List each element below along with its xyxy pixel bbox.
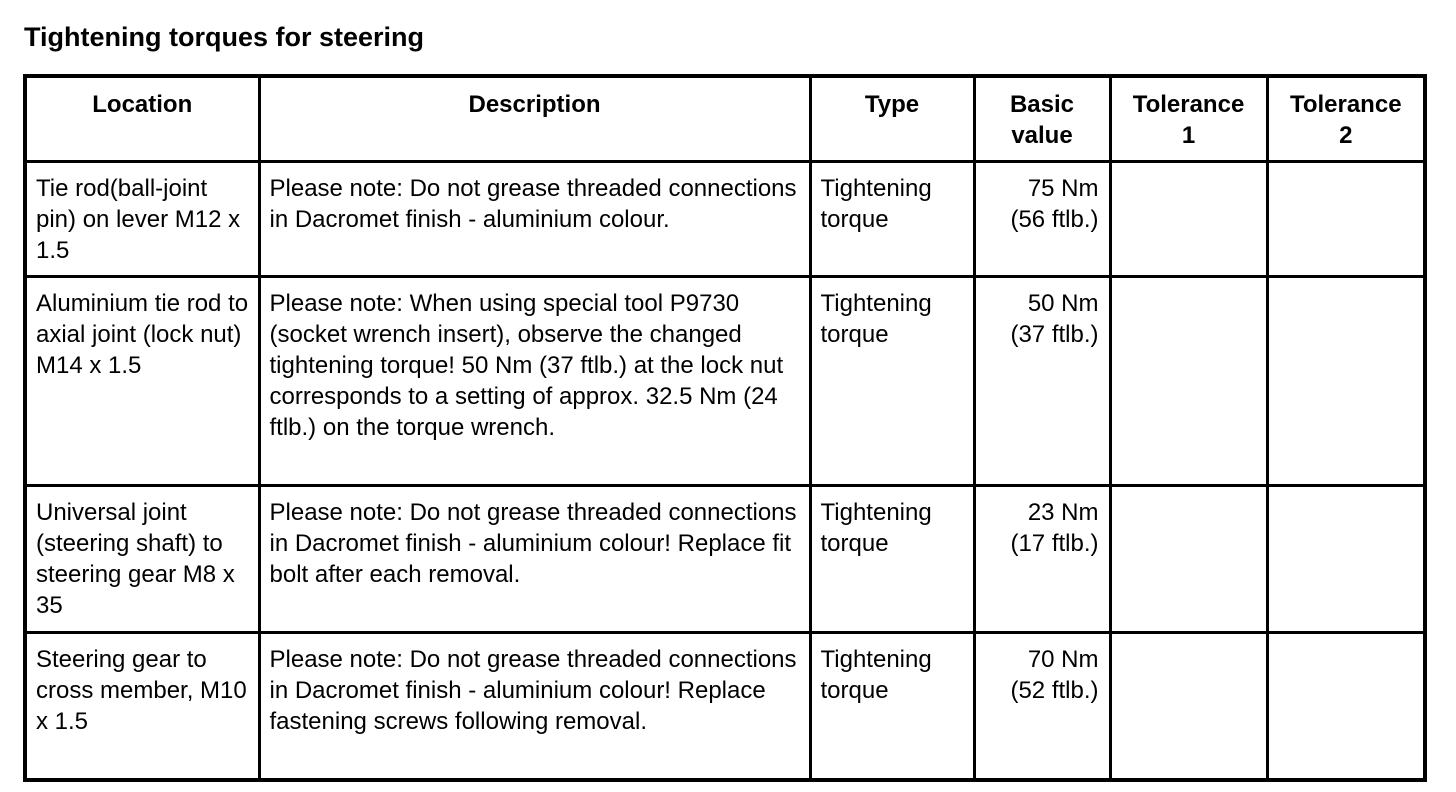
cell-type: Tightening torque xyxy=(810,486,974,633)
table-row xyxy=(25,162,1425,277)
cell-type: Tightening torque xyxy=(810,633,974,781)
table-header-row xyxy=(25,76,1425,162)
header-tolerance-2-line2: 2 xyxy=(1339,122,1353,149)
header-basic-value-line1: Basic xyxy=(1009,91,1075,118)
cell-basic-value xyxy=(974,277,1110,486)
cell-type: Tightening torque xyxy=(810,277,974,486)
torque-table xyxy=(23,74,1427,782)
basic-value-ftlb: (52 ftlb.) xyxy=(1010,677,1099,704)
header-tolerance-2 xyxy=(1267,76,1425,162)
header-location: Location xyxy=(25,76,259,162)
cell-type: Tightening torque xyxy=(810,162,974,277)
cell-basic-value xyxy=(974,486,1110,633)
page-title: Tightening torques for steering xyxy=(24,22,425,52)
cell-location: Universal joint (steering shaft) to steering gear M8 x 35 xyxy=(25,486,259,633)
cell-tolerance-2 xyxy=(1267,486,1425,633)
basic-value-nm: 75 Nm xyxy=(1027,175,1099,202)
cell-description: Please note: Do not grease threaded connections in Dacromet finish - aluminium colour! Replace fit bolt after each removal. xyxy=(259,486,810,633)
cell-location: Steering gear to cross member, M10 x 1.5 xyxy=(25,633,259,781)
header-description: Description xyxy=(259,76,810,162)
table-row xyxy=(25,633,1425,781)
cell-tolerance-1 xyxy=(1110,162,1267,277)
basic-value-ftlb: (17 ftlb.) xyxy=(1010,530,1099,557)
cell-location: Aluminium tie rod to axial joint (lock nut) M14 x 1.5 xyxy=(25,277,259,486)
cell-description: Please note: When using special tool P9730 (socket wrench insert), observe the changed tightening torque! 50 Nm (37 ftlb.) at the lock nut corresponds to a setting of approx. 32.5 Nm (24 ftlb.) on the torque wrench. xyxy=(259,277,810,486)
basic-value-ftlb: (56 ftlb.) xyxy=(1010,206,1099,233)
cell-tolerance-2 xyxy=(1267,277,1425,486)
basic-value-nm: 50 Nm xyxy=(1027,290,1099,317)
basic-value-nm: 70 Nm xyxy=(1027,646,1099,673)
basic-value-ftlb: (37 ftlb.) xyxy=(1010,321,1099,348)
cell-basic-value xyxy=(974,633,1110,781)
header-tolerance-1 xyxy=(1110,76,1267,162)
header-basic-value xyxy=(974,76,1110,162)
basic-value-nm: 23 Nm xyxy=(1027,499,1099,526)
cell-description: Please note: Do not grease threaded connections in Dacromet finish - aluminium colour! Replace fastening screws following removal. xyxy=(259,633,810,781)
cell-tolerance-1 xyxy=(1110,633,1267,781)
header-type: Type xyxy=(810,76,974,162)
cell-basic-value xyxy=(974,162,1110,277)
header-tolerance-2-line1: Tolerance xyxy=(1289,91,1402,118)
table-row xyxy=(25,277,1425,486)
cell-tolerance-1 xyxy=(1110,277,1267,486)
table-row xyxy=(25,486,1425,633)
cell-tolerance-2 xyxy=(1267,633,1425,781)
header-tolerance-1-line1: Tolerance xyxy=(1132,91,1245,118)
cell-location: Tie rod(ball-joint pin) on lever M12 x 1.5 xyxy=(25,162,259,277)
header-basic-value-line2: value xyxy=(1011,122,1073,149)
cell-description: Please note: Do not grease threaded connections in Dacromet finish - aluminium colour. xyxy=(259,162,810,277)
header-tolerance-1-line2: 1 xyxy=(1181,122,1196,149)
cell-tolerance-1 xyxy=(1110,486,1267,633)
cell-tolerance-2 xyxy=(1267,162,1425,277)
